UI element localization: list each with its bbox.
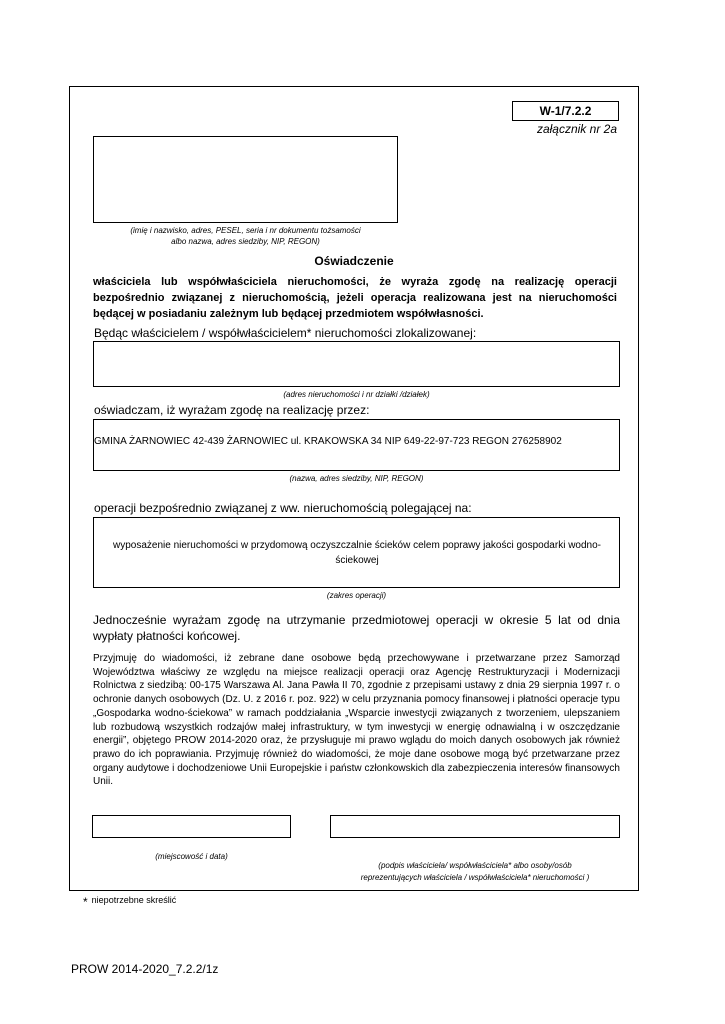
operation-caption: (zakres operacji) xyxy=(326,591,387,600)
signature-caption-line1: (podpis właściciela/ współwłaściciela* albo osoby/osób xyxy=(378,861,572,870)
property-label: Będąc właścicielem / współwłaścicielem* nieruchomości zlokalizowanej: xyxy=(94,326,477,340)
footnote xyxy=(83,895,176,909)
identity-caption xyxy=(93,225,398,247)
place-date-field[interactable] xyxy=(92,815,291,838)
signature-caption xyxy=(330,860,620,884)
identity-caption-line1: (imię i nazwisko, adres, PESEL, seria i nr dokumentu tożsamości xyxy=(130,226,361,235)
signature-field[interactable] xyxy=(330,815,620,838)
applicant-caption: (nazwa, adres siedziby, NIP, REGON) xyxy=(289,474,424,483)
footnote-star: * xyxy=(83,895,88,909)
document-subtitle: właściciela lub współwłaściciela nieruchomości, że wyraża zgodę na realizację operacji bezpośrednio związanej z nieruchomością, jeżeli operacja realizowana jest na nieruchomości będącej w posiadaniu zależnym lub będącej przedmiotem współwłasności. xyxy=(93,276,617,320)
identity-caption-line2: albo nazwa, adres siedziby, NIP, REGON) xyxy=(171,237,320,246)
signature-caption-line2: reprezentujących właściciela / współwłaściciela* nieruchomości ) xyxy=(360,873,590,882)
identity-field[interactable] xyxy=(93,136,398,223)
form-code: W-1/7.2.2 xyxy=(512,101,619,121)
document-footer: PROW 2014-2020_7.2.2/1z xyxy=(71,962,219,976)
operation-label: operacji bezpośrednio związanej z ww. nieruchomością polegającej na: xyxy=(94,501,472,515)
property-caption: (adres nieruchomości i nr działki /działek) xyxy=(283,390,430,399)
operation-value: wyposażenie nieruchomości w przydomową oczyszczalnie ścieków celem poprawy jakości gospodarki wodno- ściekowej xyxy=(113,540,601,566)
footnote-text: niepotrzebne skreślić xyxy=(91,895,177,905)
document-title: Oświadczenie xyxy=(314,254,394,268)
attachment-label: załącznik nr 2a xyxy=(536,122,617,136)
place-date-caption: (miejscowość i data) xyxy=(155,852,228,861)
applicant-value: GMINA ŻARNOWIEC 42-439 ŻARNOWIEC ul. KRAKOWSKA 34 NIP 649-22-97-723 REGON 276258902 xyxy=(94,436,562,447)
maintenance-statement: Jednocześnie wyrażam zgodę na utrzymanie przedmiotowej operacji w okresie 5 lat od dnia wypłaty płatności końcowej. xyxy=(93,613,620,643)
consent-label: oświadczam, iż wyrażam zgodę na realizację przez: xyxy=(94,403,370,417)
data-protection-statement: Przyjmuję do wiadomości, iż zebrane dane osobowe będą przechowywane i przetwarzane przez Samorząd Województwa właściwy ze względu na miejsce realizacji operacji oraz Agencję Restrukturyzacji i Modernizacji Rolnictwa z siedzibą: 00-175 Warszawa Al. Jana Pawła II 70, zgodnie z przepisami ustawy z dnia 29 sierpnia 1997 r. o ochronie danych osobowych (Dz. U. z 2016 r. poz. 922) w celu przyznania pomocy finansowej i płatności operacje typu „Gospodarka wodno-ściekowa” w ramach poddziałania „Wsparcie inwestycji związanych z tworzeniem, ulepszaniem lub rozbudową wszystkich rodzajów małej infrastruktury, w tym inwestycji w energię odnawialną i w oszczędzanie energii”, objętego PROW 2014-2020 oraz, że przysługuje mi prawo wglądu do moich danych osobowych jak również prawo do ich poprawiania. Przyjmuję również do wiadomości, że moje dane osobowe mogą być przetwarzane przez organy audytowe i dochodzeniowe Unii Europejskie i państw członkowskich dla zabezpieczenia interesów finansowych Unii. xyxy=(93,653,620,788)
property-address-field[interactable] xyxy=(93,341,620,387)
